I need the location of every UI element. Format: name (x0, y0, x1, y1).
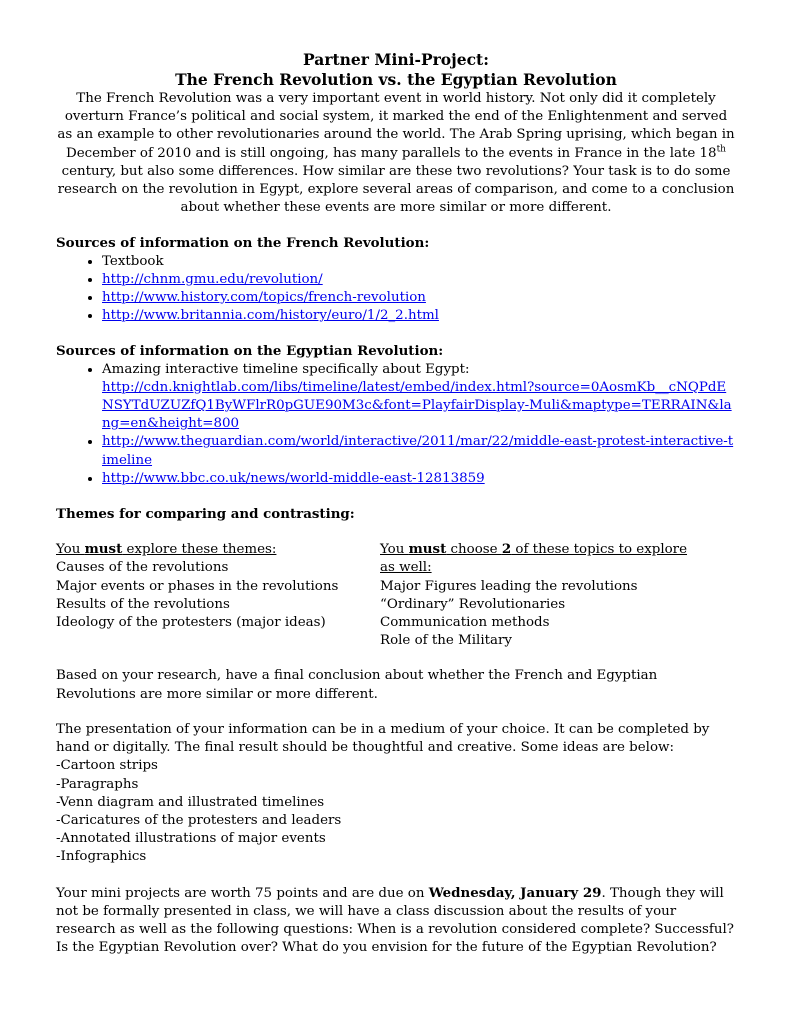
theme-item: Major events or phases in the revolutions (56, 578, 339, 594)
list-item (102, 289, 736, 307)
french-sources-heading: Sources of information on the French Revolution: (56, 235, 430, 252)
final-text: . Though they will not be formally presented in class, we will have a class discussion about the results of your research as well as the following questions: When is a revolution considered complete? Successful? Is the Egyptian Revolution over? What do you envision for the future of the Egyptian Revolution? (56, 885, 734, 956)
theme-item: Causes of the revolutions (56, 560, 229, 576)
intro-paragraph (56, 90, 736, 217)
topic-item: Communication methods (380, 615, 550, 631)
list-item (102, 361, 736, 434)
header-text: of these topics to explore as well: (380, 542, 688, 576)
header-emphasis: must (408, 541, 447, 558)
header-emphasis: must (84, 541, 123, 558)
idea-item: -Annotated illustrations of major events (56, 831, 326, 847)
britannia-link[interactable]: http://www.britannia.com/history/euro/1/2_2.html (102, 308, 439, 324)
header-text: You (380, 542, 409, 558)
knightlab-timeline-link[interactable]: http://cdn.knightlab.com/libs/timeline/latest/embed/index.html?source=0AosmKb__cNQPdENSYTdUZUZfQ1ByWFlrR0pGUE90M3c&font=PlayfairDisplay-Muli&maptype=TERRAIN&lang=en&height=800 (102, 379, 732, 432)
bbc-link[interactable]: http://www.bbc.co.uk/news/world-middle-east-12813859 (102, 470, 485, 486)
header-emphasis: 2 (501, 541, 512, 558)
intro-text-b: century, but also some differences. How similar are these two revolutions? Your task is to do some research on the revolution in Egypt, explore several areas of comparison, and come to a conclusion about whether these events are more similar or more different. (57, 163, 735, 216)
list-item (102, 433, 736, 469)
title-line-1: Partner Mini-Project: (303, 50, 489, 69)
list-item (102, 307, 736, 325)
header-text: choose (446, 542, 502, 558)
optional-themes-column (380, 540, 704, 650)
optional-themes-header (380, 540, 704, 577)
list-item (102, 470, 736, 488)
idea-item: -Cartoon strips (56, 758, 158, 774)
required-themes-column (56, 540, 380, 650)
egypt-sources-heading: Sources of information on the Egyptian Revolution: (56, 343, 444, 360)
conclusion-paragraph: Based on your research, have a final conclusion about whether the French and Egyptian Revolutions are more similar or more different. (56, 668, 658, 702)
textbook-source: Textbook (102, 253, 164, 269)
required-themes-header (56, 540, 380, 559)
themes-heading: Themes for comparing and contrasting: (56, 506, 355, 523)
topic-item: Major Figures leading the revolutions (380, 578, 638, 594)
presentation-paragraph: The presentation of your information can be in a medium of your choice. It can be completed by hand or digitally. The final result should be thoughtful and creative. Some ideas are below: (56, 721, 710, 756)
theme-item: Ideology of the protesters (major ideas) (56, 615, 326, 631)
final-text: Your mini projects are worth 75 points and are due on (56, 885, 429, 901)
list-item (102, 253, 736, 271)
themes-columns (56, 540, 736, 650)
idea-item: -Paragraphs (56, 776, 139, 792)
header-text: explore these themes: (122, 542, 277, 558)
title-line-2: The French Revolution vs. the Egyptian Revolution (175, 70, 617, 89)
intro-superscript: th (716, 144, 726, 155)
idea-item: -Caricatures of the protesters and leaders (56, 812, 342, 828)
final-paragraph (56, 884, 736, 958)
idea-item: -Venn diagram and illustrated timelines (56, 794, 325, 810)
intro-text-a: The French Revolution was a very important event in world history. Not only did it completely overturn France’s political and social system, it marked the end of the Enlightenment and served as an example to other revolutionaries around the world. The Arab Spring uprising, which began in December of 2010 and is still ongoing, has many parallels to the events in France in the late 18 (57, 91, 735, 161)
header-text: You (56, 542, 85, 558)
idea-item: -Infographics (56, 849, 147, 865)
document-page (56, 50, 736, 957)
history-com-link[interactable]: http://www.history.com/topics/french-revolution (102, 290, 426, 306)
french-sources-list (56, 253, 736, 326)
chnm-link[interactable]: http://chnm.gmu.edu/revolution/ (102, 271, 323, 287)
due-date: Wednesday, January 29 (428, 884, 602, 901)
list-item (102, 271, 736, 289)
theme-item: Results of the revolutions (56, 596, 230, 612)
topic-item: “Ordinary” Revolutionaries (380, 596, 566, 612)
topic-item: Role of the Military (380, 633, 512, 649)
timeline-label: Amazing interactive timeline specifically about Egypt: (102, 361, 470, 377)
guardian-link[interactable]: http://www.theguardian.com/world/interactive/2011/mar/22/middle-east-protest-interactive-timeline (102, 434, 734, 468)
egypt-sources-list (56, 361, 736, 488)
